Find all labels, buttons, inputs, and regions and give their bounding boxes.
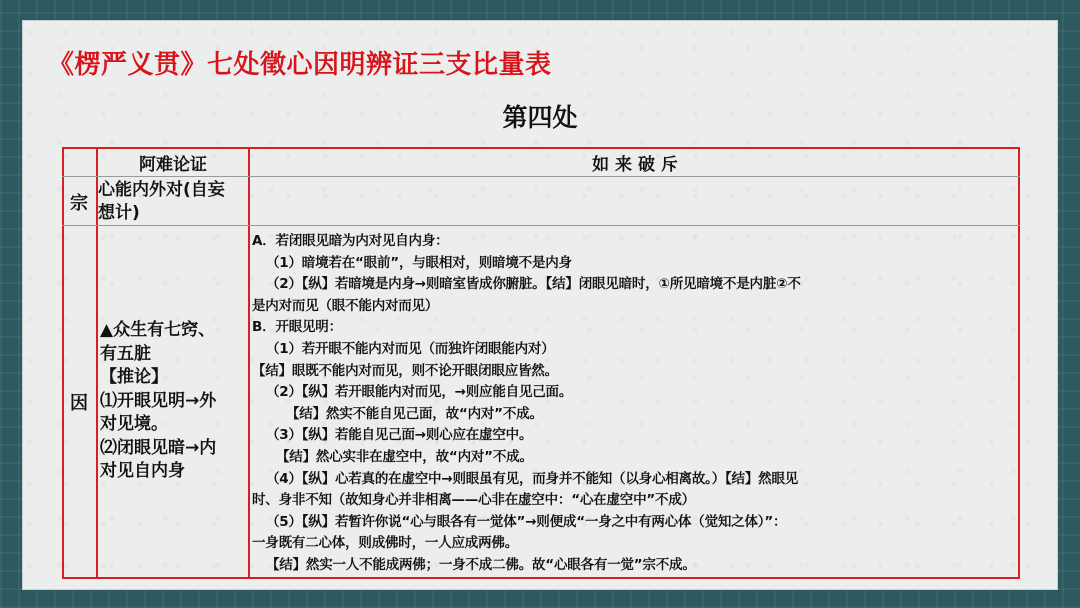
header-ananda: 阿难论证: [139, 155, 207, 175]
header-divider: [62, 176, 1020, 177]
row-label-reason: 因: [70, 393, 88, 414]
ananda-argument: [100, 319, 250, 484]
refutation-line: （1）暗境若在“眼前”，与眼相对，则暗境不是内身: [266, 254, 572, 271]
argument-line: ⑵闭眼见暗→内: [100, 437, 217, 458]
refutation-line: 【结】然心实非在虚空中，故“内对”不成。: [276, 448, 533, 465]
refutation-line: A．若闭眼见暗为内对见自内身：: [252, 233, 449, 249]
row-divider: [62, 225, 1020, 226]
argument-line: 对见境。: [100, 414, 168, 434]
refutation-line: 是内对而见（眼不能内对而见）: [252, 297, 439, 314]
refutation-line: （2）【纵】若开眼能内对而见，→则应能自见己面。: [266, 384, 573, 401]
refutation-line: 【结】眼既不能内对而见，则不论开眼闭眼应皆然。: [252, 362, 558, 379]
argument-line: ⑴开眼见明→外: [100, 390, 217, 411]
argument-line: ▲众生有七窍、: [100, 320, 216, 340]
refutation-line: 【结】然实不能自见己面，故“内对”不成。: [286, 405, 543, 422]
thesis-claim: [98, 179, 250, 225]
thesis-line: 心能内外对(自妄: [98, 180, 225, 200]
argument-line: 有五脏: [100, 343, 151, 364]
argument-line: 【推论】: [100, 367, 168, 387]
argument-line: 对见自内身: [100, 461, 185, 481]
thesis-line: 想计): [98, 203, 140, 223]
refutation-line: （4）【纵】心若真的在虚空中→则眼虽有见，而身并不能知（以身心相离故。）【结】然眼见: [266, 470, 799, 487]
row-label-thesis: 宗: [70, 193, 88, 214]
refutation-line: （1）若开眼不能内对而见（而独许闭眼能内对）: [266, 340, 555, 357]
refutation-line: 一身既有二心体，则成佛时，一人应成两佛。: [252, 535, 518, 552]
refutation-line: （2）【纵】若暗境是内身→则暗室皆成你腑脏。【结】闭眼见暗时，①所见暗境不是内脏②不: [266, 276, 801, 293]
refutation-line: 时、身非不知（故知身心并非相离——心非在虚空中：“心在虚空中”不成）: [252, 492, 695, 509]
debate-table: [62, 147, 1020, 579]
refutation-line: B．开眼见明：: [252, 319, 342, 336]
header-tathagata: 如 来 破 斥: [592, 155, 678, 175]
refutation-line: （5）【纵】若暂许你说“心与眼各有一觉体”→则便成“一身之中有两心体（觉知之体）”：: [266, 513, 787, 530]
slide-title: 《楞严义贯》七处徵心因明辨证三支比量表: [48, 50, 552, 80]
refutation-line: 【结】然实一人不能成两佛；一身不成二佛。故“心眼各有一觉”宗不成。: [266, 556, 696, 573]
section-subtitle: 第四处: [502, 103, 578, 132]
tathagata-refutation: [252, 231, 1018, 577]
refutation-line: （3）【纵】若能自见己面→则心应在虚空中。: [266, 427, 533, 444]
